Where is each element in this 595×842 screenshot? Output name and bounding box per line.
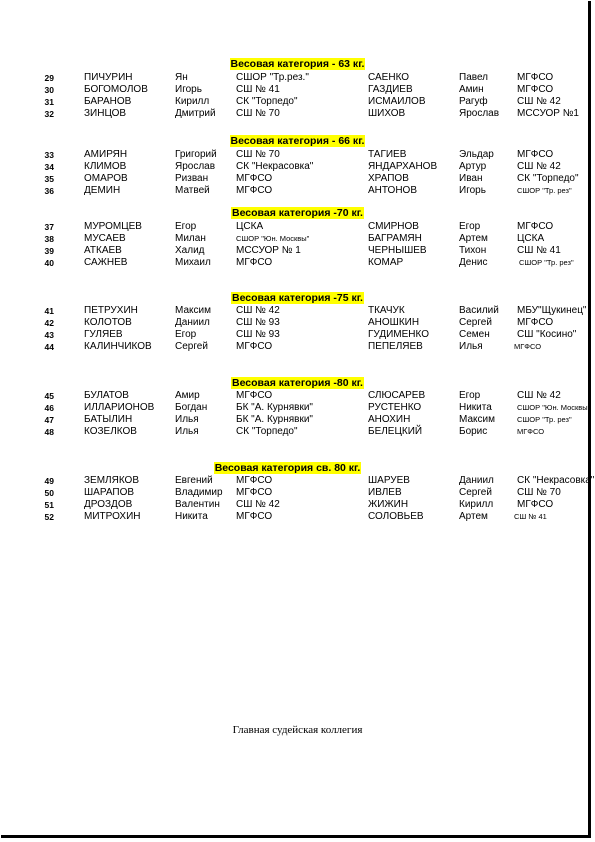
athlete1-club: СШ № 41 [236,84,280,95]
athlete1-firstname: Илья [175,426,199,437]
row-number: 49 [44,476,54,486]
athlete2-club: СШ № 42 [517,161,561,172]
athlete2-lastname: ЯНДАРХАНОВ [368,161,438,172]
athlete1-club: СШ № 93 [236,317,280,328]
athlete1-lastname: КОЛОТОВ [84,317,132,328]
row-number: 32 [44,109,54,119]
athlete2-firstname: Борис [459,426,488,437]
row-number: 30 [44,85,54,95]
athlete1-firstname: Никита [175,511,208,522]
athlete2-firstname: Иван [459,173,483,184]
athlete2-club: СШ № 42 [517,96,561,107]
athlete1-firstname: Ризван [175,173,209,184]
athlete2-lastname: ИВЛЕВ [368,487,402,498]
athlete2-firstname: Павел [459,72,489,83]
category-title: Весовая категория св. 80 кг. [214,462,361,474]
athlete1-club: СШ № 42 [236,305,280,316]
athlete2-lastname: ТАГИЕВ [368,149,407,160]
athlete1-firstname: Илья [175,414,199,425]
athlete2-club: МГФСО [517,221,554,232]
athlete2-firstname: Амин [459,84,484,95]
athlete1-firstname: Ярослав [175,161,216,172]
athlete1-lastname: ДЕМИН [84,185,121,196]
athlete2-club: ЦСКА [517,233,545,244]
athlete1-club: СШ № 70 [236,108,280,119]
table-row [0,161,595,173]
athlete1-firstname: Михаил [175,257,211,268]
table-row [0,96,595,108]
table-row [0,305,595,317]
athlete1-club: СК "Некрасовка" [236,161,314,172]
row-number: 50 [44,488,54,498]
athlete2-lastname: СЛЮСАРЕВ [368,390,426,401]
category-title: Весовая категория - 66 кг. [230,135,365,147]
athlete2-lastname: ГАЗДИЕВ [368,84,413,95]
row-number: 31 [44,97,54,107]
table-row [0,84,595,96]
row-number: 33 [44,150,54,160]
athlete1-firstname: Сергей [175,341,208,352]
athlete1-club: МГФСО [236,487,273,498]
row-number: 42 [44,318,54,328]
athlete1-lastname: БУЛАТОВ [84,390,129,401]
athlete2-lastname: БЕЛЕЦКИЙ [368,426,423,437]
athlete1-firstname: Амир [175,390,200,401]
athlete1-lastname: ПЕТРУХИН [84,305,138,316]
athlete2-lastname: БАГРАМЯН [368,233,422,244]
athlete2-lastname: АНОХИН [368,414,411,425]
athlete2-firstname: Никита [459,402,492,413]
table-row [0,149,595,161]
athlete1-club: МГФСО [236,390,273,401]
athlete1-firstname: Ян [175,72,188,83]
athlete1-club: ЦСКА [236,221,264,232]
athlete2-firstname: Егор [459,221,481,232]
row-number: 45 [44,391,54,401]
athlete2-club: МССУОР №1 [517,108,579,119]
athlete1-club: СШОР "Юн. Москвы" [236,234,310,243]
table-row [0,173,595,185]
athlete1-club: СК "Торпедо" [236,96,298,107]
table-row [0,475,595,487]
athlete2-firstname: Даниил [459,475,494,486]
athlete1-club: МССУОР № 1 [236,245,301,256]
athlete1-lastname: БАТЫЛИН [84,414,133,425]
athlete1-firstname: Григорий [175,149,217,160]
table-row [0,257,595,269]
athlete2-lastname: САЕНКО [368,72,410,83]
athlete2-lastname: АНТОНОВ [368,185,417,196]
row-number: 34 [44,162,54,172]
athlete2-club: МГФСО [517,149,554,160]
athlete1-lastname: ОМАРОВ [84,173,128,184]
athlete1-firstname: Владимир [175,487,223,498]
athlete1-lastname: ШАРАПОВ [84,487,135,498]
athlete2-firstname: Артем [459,233,488,244]
athlete2-club: СК "Некрасовка" [517,475,595,486]
table-row [0,402,595,414]
athlete2-firstname: Ярослав [459,108,500,119]
athlete1-firstname: Дмитрий [175,108,216,119]
athlete2-firstname: Василий [459,305,499,316]
athlete2-firstname: Егор [459,390,481,401]
athlete1-club: МГФСО [236,257,273,268]
row-number: 35 [44,174,54,184]
athlete2-lastname: ХРАПОВ [368,173,409,184]
table-row [0,499,595,511]
athlete2-club: СК "Торпедо" [517,173,579,184]
athlete2-lastname: ТКАЧУК [368,305,405,316]
table-row [0,511,595,523]
row-number: 44 [44,342,54,352]
athlete1-club: СШ № 93 [236,329,280,340]
athlete2-lastname: ГУДИМЕНКО [368,329,429,340]
row-number: 39 [44,246,54,256]
athlete1-firstname: Милан [175,233,206,244]
athlete1-club: МГФСО [236,511,273,522]
athlete2-club: МГФСО [517,499,554,510]
athlete2-club: СШОР "Юн. Москвы" [517,403,591,412]
athlete1-lastname: ЗЕМЛЯКОВ [84,475,139,486]
row-number: 47 [44,415,54,425]
athlete2-firstname: Сергей [459,487,492,498]
athlete2-club: СШ № 41 [514,512,547,521]
athlete1-lastname: МИТРОХИН [84,511,141,522]
athlete2-firstname: Эльдар [459,149,494,160]
athlete1-lastname: АТКАЕВ [84,245,122,256]
row-number: 29 [44,73,54,83]
row-number: 52 [44,512,54,522]
table-row [0,221,595,233]
athlete2-firstname: Артур [459,161,487,172]
athlete1-lastname: БОГОМОЛОВ [84,84,148,95]
athlete1-lastname: ИЛЛАРИОНОВ [84,402,155,413]
athlete2-firstname: Тихон [459,245,487,256]
athlete2-club: СШ № 70 [517,487,561,498]
athlete1-club: БК "А. Курнявки" [236,402,313,413]
athlete1-firstname: Игорь [175,84,202,95]
athlete1-lastname: МУСАЕВ [84,233,126,244]
athlete1-club: МГФСО [236,173,273,184]
category-title: Весовая категория -70 кг. [232,207,363,219]
athlete1-lastname: АМИРЯН [84,149,128,160]
athlete2-firstname: Артем [459,511,488,522]
row-number: 36 [44,186,54,196]
table-row [0,341,595,353]
row-number: 38 [44,234,54,244]
athlete1-firstname: Евгений [175,475,213,486]
athlete2-lastname: АНОШКИН [368,317,420,328]
athlete1-lastname: КАЛИНЧИКОВ [84,341,152,352]
athlete2-club: СШ № 41 [517,245,561,256]
athlete2-lastname: ШАРУЕВ [368,475,410,486]
athlete2-club: СШОР "Тр. рез" [519,258,574,267]
athlete2-lastname: РУСТЕНКО [368,402,422,413]
athlete2-lastname: ЖИЖИН [368,499,409,510]
athlete2-club: МГФСО [517,317,554,328]
table-row [0,317,595,329]
athlete1-firstname: Богдан [175,402,208,413]
category-title: Весовая категория - 63 кг. [230,58,365,70]
athlete1-lastname: ДРОЗДОВ [84,499,133,510]
athlete2-club: МГФСО [517,427,545,436]
athlete1-firstname: Матвей [175,185,210,196]
judges-panel-caption: Главная судейская коллегия [232,724,363,736]
athlete2-lastname: ШИХОВ [368,108,406,119]
athlete1-club: МГФСО [236,185,273,196]
athlete2-club: СШОР "Тр. рез" [517,415,572,424]
category-title: Весовая категория -80 кг. [232,377,363,389]
athlete2-lastname: СМИРНОВ [368,221,419,232]
row-number: 46 [44,403,54,413]
row-number: 37 [44,222,54,232]
athlete1-lastname: МУРОМЦЕВ [84,221,142,232]
athlete1-club: СШ № 70 [236,149,280,160]
athlete1-lastname: ЗИНЦОВ [84,108,127,119]
row-number: 40 [44,258,54,268]
athlete1-lastname: БАРАНОВ [84,96,132,107]
athlete1-firstname: Даниил [175,317,210,328]
athlete2-firstname: Игорь [459,185,486,196]
athlete1-firstname: Егор [175,329,197,340]
athlete2-lastname: ПЕПЕЛЯЕВ [368,341,423,352]
athlete2-club: СШОР "Тр. рез" [517,186,572,195]
athlete1-lastname: САЖНЕВ [84,257,128,268]
athlete2-club: МГФСО [517,72,554,83]
athlete2-club: МГФСО [517,84,554,95]
row-number: 48 [44,427,54,437]
athlete1-lastname: КОЗЕЛКОВ [84,426,137,437]
athlete2-firstname: Денис [459,257,488,268]
table-row [0,108,595,120]
table-row [0,426,595,438]
category-title: Весовая категория -75 кг. [232,292,363,304]
athlete2-firstname: Семен [459,329,490,340]
athlete2-firstname: Кирилл [459,499,494,510]
athlete2-firstname: Илья [459,341,483,352]
athlete2-lastname: ИСМАИЛОВ [368,96,426,107]
athlete2-firstname: Рагуф [459,96,488,107]
athlete1-club: БК "А. Курнявки" [236,414,313,425]
athlete1-club: МГФСО [236,341,273,352]
athlete2-club: СШ № 42 [517,390,561,401]
athlete1-firstname: Кирилл [175,96,210,107]
table-row [0,487,595,499]
table-row [0,390,595,402]
athlete2-firstname: Сергей [459,317,492,328]
athlete1-firstname: Валентин [175,499,220,510]
athlete1-lastname: КЛИМОВ [84,161,127,172]
athlete1-lastname: ПИЧУРИН [84,72,133,83]
athlete1-firstname: Егор [175,221,197,232]
table-row [0,233,595,245]
athlete1-firstname: Максим [175,305,211,316]
athlete2-club: МБУ"Щукинец" [517,305,587,316]
athlete2-lastname: СОЛОВЬЕВ [368,511,424,522]
row-number: 41 [44,306,54,316]
table-row [0,414,595,426]
athlete1-club: СК "Торпедо" [236,426,298,437]
athlete2-club: МГФСО [514,342,542,351]
athlete1-club: МГФСО [236,475,273,486]
athlete2-firstname: Максим [459,414,495,425]
athlete1-firstname: Халид [175,245,205,256]
athlete1-lastname: ГУЛЯЕВ [84,329,123,340]
athlete1-club: СШ № 42 [236,499,280,510]
table-row [0,245,595,257]
athlete1-club: СШОР "Тр.рез." [236,72,309,83]
row-number: 51 [44,500,54,510]
table-row [0,329,595,341]
table-row [0,185,595,197]
row-number: 43 [44,330,54,340]
athlete2-lastname: КОМАР [368,257,404,268]
table-row [0,72,595,84]
athlete2-club: СШ "Косино" [517,329,577,340]
athlete2-lastname: ЧЕРНЫШЕВ [368,245,427,256]
